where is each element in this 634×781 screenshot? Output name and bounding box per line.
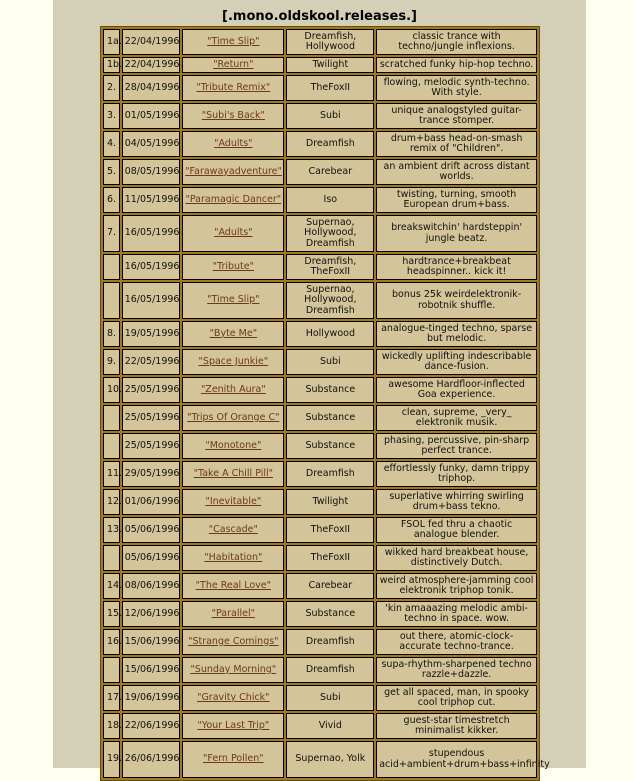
release-description-cell: [376, 461, 537, 487]
release-title-cell: [182, 321, 284, 347]
release-date: 19/06/1996: [124, 691, 180, 703]
release-title-link[interactable]: "Time Slip": [207, 35, 260, 47]
table-row: [103, 187, 537, 213]
release-title-link[interactable]: "Tribute Remix": [196, 81, 271, 93]
release-date-cell: [122, 349, 180, 375]
release-date: 16/05/1996: [124, 294, 180, 306]
release-artist: Hollywood: [305, 327, 355, 339]
release-description: wickedly uplifting indescribable dance-fusion.: [381, 350, 532, 372]
release-date: 26/06/1996: [124, 753, 180, 765]
release-artist: Dreamfish: [305, 137, 355, 149]
release-date: 05/06/1996: [124, 551, 180, 563]
release-artist: Supernao, Hollywood, Dreamfish: [304, 216, 357, 249]
release-date: 08/05/1996: [124, 165, 180, 177]
release-artist: Dreamfish, Hollywood: [304, 30, 357, 52]
release-title-link[interactable]: "Adults": [214, 227, 253, 239]
release-number: 10.: [107, 383, 123, 395]
release-number-cell: [103, 131, 120, 157]
release-description-cell: [376, 573, 537, 599]
release-artist: Twilight: [312, 58, 349, 70]
release-title-link[interactable]: "Fern Pollen": [203, 753, 264, 765]
release-artist: Dreamfish: [305, 663, 355, 675]
release-description: breakswitchin' hardsteppin' jungle beatz.: [391, 222, 523, 244]
release-number-cell: [103, 57, 123, 73]
release-date-cell: [122, 159, 180, 185]
release-description-cell: [376, 131, 537, 157]
release-artist: Dreamfish, TheFoxII: [304, 255, 357, 277]
release-description-cell: [376, 685, 537, 711]
table-row: [103, 433, 537, 459]
release-title-cell: [182, 405, 284, 431]
release-artist-cell: [286, 254, 374, 280]
table-row: [103, 517, 537, 543]
release-date: 16/05/1996: [124, 260, 180, 272]
table-row: [103, 713, 537, 739]
release-description: drum+bass head-on-smash remix of "Children".: [390, 132, 523, 154]
release-title-link[interactable]: "Inevitable": [205, 495, 262, 507]
release-number-cell: [103, 433, 120, 459]
release-description-cell: [376, 159, 537, 185]
table-row: [103, 545, 537, 571]
table-row: [103, 657, 537, 683]
table-row: [103, 29, 537, 55]
release-date-cell: [122, 57, 180, 73]
release-artist-cell: [286, 741, 374, 778]
release-artist: Carebear: [308, 579, 353, 591]
release-description-cell: [376, 321, 537, 347]
release-artist-cell: [286, 377, 374, 403]
table-row: [103, 282, 537, 319]
release-title-link[interactable]: "Trips Of Orange C": [187, 411, 280, 423]
release-title-link[interactable]: "The Real Love": [195, 579, 271, 591]
release-description-cell: [376, 57, 537, 73]
release-artist-cell: [286, 187, 374, 213]
release-artist-cell: [286, 282, 374, 319]
release-artist: Subi: [319, 691, 341, 703]
table-row: [103, 57, 537, 73]
release-title-link[interactable]: "Time Slip": [207, 294, 260, 306]
release-date: 25/05/1996: [124, 383, 180, 395]
release-artist-cell: [286, 573, 374, 599]
release-date-cell: [122, 629, 180, 655]
release-description: stupendous acid+ambient+drum+bass+infinity: [379, 748, 550, 770]
release-description-cell: [376, 349, 537, 375]
release-date-cell: [122, 545, 180, 571]
release-title-cell: [182, 657, 284, 683]
release-number: 1b.: [107, 58, 123, 70]
release-title-cell: [182, 433, 284, 459]
release-title-cell: [182, 254, 284, 280]
release-artist-cell: [286, 629, 374, 655]
table-row: [103, 629, 537, 655]
release-title-cell: [182, 601, 284, 627]
release-artist: Vivid: [318, 719, 342, 731]
release-description: out there, atomic-clock-accurate techno-trance.: [399, 630, 514, 652]
release-date: 01/05/1996: [124, 109, 180, 121]
release-description: phasing, percussive, pin-sharp perfect trance.: [383, 434, 530, 456]
release-number-cell: [103, 405, 120, 431]
table-row: [103, 377, 537, 403]
release-date: 29/05/1996: [124, 467, 180, 479]
release-description-cell: [376, 601, 537, 627]
release-title-cell: [182, 215, 284, 252]
release-date-cell: [122, 433, 180, 459]
release-date-cell: [122, 282, 180, 319]
release-date-cell: [122, 254, 180, 280]
release-number-cell: [103, 349, 120, 375]
release-number-cell: [103, 601, 123, 627]
release-artist: TheFoxII: [310, 551, 351, 563]
release-artist-cell: [286, 215, 374, 252]
release-artist-cell: [286, 461, 374, 487]
release-number-cell: [103, 377, 123, 403]
release-date: 05/06/1996: [124, 523, 180, 535]
release-description-cell: [376, 657, 537, 683]
release-title-link[interactable]: "Subi's Back": [201, 109, 265, 121]
release-artist: Subi: [319, 355, 341, 367]
release-number-cell: [103, 75, 120, 101]
release-artist: Supernao, Hollywood, Dreamfish: [304, 283, 357, 316]
release-date-cell: [122, 489, 180, 515]
release-date: 15/06/1996: [124, 635, 180, 647]
release-title-cell: [182, 282, 284, 319]
release-artist: Subi: [319, 109, 341, 121]
table-row: [103, 103, 537, 129]
release-date-cell: [122, 187, 180, 213]
release-number: 17.: [107, 691, 123, 703]
release-number-cell: [103, 187, 120, 213]
release-title-link[interactable]: "Paramagic Dancer": [185, 193, 282, 205]
release-title-link[interactable]: "Zenith Aura": [200, 383, 266, 395]
release-number-cell: [103, 321, 120, 347]
release-title-link[interactable]: "Take A Chill Pill": [193, 467, 274, 479]
release-number: 19.: [107, 753, 123, 765]
release-title-cell: [182, 349, 284, 375]
release-date: 16/05/1996: [124, 227, 180, 239]
release-description-cell: [376, 29, 537, 55]
release-number-cell: [103, 685, 123, 711]
releases-table-wrapper: [100, 26, 550, 781]
release-description: superlative whirring swirling drum+bass tekno.: [389, 490, 524, 512]
release-date: 11/05/1996: [124, 193, 180, 205]
release-title-cell: [182, 489, 284, 515]
release-date: 25/05/1996: [124, 439, 180, 451]
release-number-cell: [103, 657, 120, 683]
release-number: 14.: [107, 579, 123, 591]
release-date: 25/05/1996: [124, 411, 180, 423]
page-background: [53, 0, 586, 768]
release-date-cell: [122, 601, 180, 627]
release-number-cell: [103, 741, 123, 778]
release-description: bonus 25k weirdelektronik-robotnik shuffle.: [392, 289, 522, 311]
release-number: 8.: [107, 327, 117, 339]
release-title-cell: [182, 103, 284, 129]
release-description: classic trance with techno/jungle inflexions.: [398, 30, 515, 52]
release-date: 22/05/1996: [124, 355, 180, 367]
release-number: 1a.: [107, 35, 122, 47]
release-artist-cell: [286, 321, 374, 347]
release-title-link[interactable]: "Byte Me": [209, 327, 258, 339]
release-date: 15/06/1996: [124, 663, 180, 675]
release-description: effortlessly funky, damn trippy triphop.: [383, 462, 530, 484]
table-row: [103, 349, 537, 375]
release-number-cell: [103, 215, 120, 252]
table-row: [103, 75, 537, 101]
release-title-cell: [182, 131, 284, 157]
release-title-cell: [182, 573, 284, 599]
release-title-cell: [182, 685, 284, 711]
release-date-cell: [122, 131, 180, 157]
release-title-cell: [182, 741, 284, 778]
release-description-cell: [376, 75, 537, 101]
release-artist: Substance: [305, 439, 356, 451]
release-description-cell: [376, 282, 537, 319]
release-title-link[interactable]: "Sunday Morning": [190, 663, 277, 675]
table-row: [103, 405, 537, 431]
table-row: [103, 573, 537, 599]
table-row: [103, 489, 537, 515]
release-artist-cell: [286, 159, 374, 185]
release-description-cell: [376, 254, 537, 280]
release-title-link[interactable]: "Habitation": [204, 551, 263, 563]
release-artist: Substance: [305, 411, 356, 423]
release-number: 9.: [107, 355, 117, 367]
release-title-link[interactable]: "Parallel": [211, 607, 255, 619]
release-date-cell: [122, 685, 180, 711]
release-title-link[interactable]: "Return": [213, 58, 254, 70]
release-artist: Twilight: [312, 495, 349, 507]
release-description: unique analogstyled guitar-trance stomper.: [391, 104, 522, 126]
release-description: guest-star timestretch minimalist kikker.: [403, 714, 510, 736]
release-number-cell: [103, 489, 123, 515]
release-number-cell: [103, 103, 120, 129]
release-description-cell: [376, 187, 537, 213]
release-number-cell: [103, 573, 123, 599]
release-number: 11.: [107, 467, 123, 479]
release-title-link[interactable]: "Strange Comings": [188, 635, 279, 647]
release-title-cell: [182, 187, 284, 213]
release-description-cell: [376, 377, 537, 403]
table-row: [103, 254, 537, 280]
releases-table-body: [103, 29, 550, 778]
release-date: 22/04/1996: [124, 58, 180, 70]
release-title-cell: [182, 545, 284, 571]
table-row: [103, 159, 537, 185]
release-description-cell: [376, 215, 537, 252]
release-artist: Iso: [323, 193, 338, 205]
release-description: FSOL fed thru a chaotic analogue blender.: [400, 518, 513, 540]
release-number-cell: [103, 159, 120, 185]
release-date-cell: [122, 321, 180, 347]
release-date: 12/06/1996: [124, 607, 180, 619]
release-artist: TheFoxII: [310, 523, 351, 535]
release-number-cell: [103, 29, 120, 55]
release-title-cell: [182, 159, 284, 185]
release-description: hardtrance+breakbeat headspinner.. kick it!: [402, 255, 511, 277]
release-artist-cell: [286, 713, 374, 739]
release-title-link[interactable]: "Farawayadventure": [185, 165, 282, 177]
table-row: [103, 215, 537, 252]
release-number: 12.: [107, 495, 123, 507]
release-description-cell: [376, 433, 537, 459]
release-date: 28/04/1996: [124, 81, 180, 93]
release-number: 13.: [107, 523, 123, 535]
release-date-cell: [122, 461, 180, 487]
release-description: weird atmosphere-jamming cool elektronik triphop tonik.: [379, 574, 534, 596]
release-artist: TheFoxII: [310, 81, 351, 93]
release-date-cell: [122, 713, 180, 739]
release-number-cell: [103, 713, 123, 739]
release-title-cell: [182, 75, 284, 101]
table-row: [103, 741, 537, 778]
release-artist: Substance: [305, 383, 356, 395]
release-description-cell: [376, 103, 537, 129]
release-date: 19/05/1996: [124, 327, 180, 339]
release-artist-cell: [286, 131, 374, 157]
release-title-link[interactable]: "Tribute": [212, 260, 254, 272]
release-number: 2.: [107, 81, 117, 93]
release-description: 'kin amaaazing melodic ambi-techno in space. wow.: [385, 602, 528, 624]
release-description-cell: [376, 405, 537, 431]
release-title-cell: [182, 461, 284, 487]
release-date-cell: [122, 29, 180, 55]
release-date: 22/04/1996: [124, 35, 180, 47]
release-artist: Dreamfish: [305, 467, 355, 479]
release-description-cell: [376, 629, 537, 655]
release-description: wikked hard breakbeat house, distinctively Dutch.: [384, 546, 529, 568]
release-title-link[interactable]: "Space Junkie": [198, 355, 269, 367]
release-description-cell: [376, 545, 537, 571]
release-title-link[interactable]: "Your Last Trip": [197, 719, 270, 731]
release-artist-cell: [286, 75, 374, 101]
page-title: [.mono.oldskool.releases.]: [222, 9, 417, 24]
release-number-cell: [103, 629, 123, 655]
release-artist-cell: [286, 103, 374, 129]
release-number-cell: [103, 545, 120, 571]
release-artist: Substance: [305, 607, 356, 619]
release-artist-cell: [286, 405, 374, 431]
release-title-cell: [182, 57, 284, 73]
release-description-cell: [376, 741, 550, 778]
release-number: 15.: [107, 607, 123, 619]
releases-table: [100, 26, 550, 781]
release-date: 08/06/1996: [124, 579, 180, 591]
release-date: 04/05/1996: [124, 137, 180, 149]
release-date-cell: [122, 517, 180, 543]
release-artist-cell: [286, 489, 374, 515]
table-row: [103, 321, 537, 347]
release-title-link[interactable]: "Cascade": [208, 523, 258, 535]
release-number: 5.: [107, 165, 117, 177]
release-number: 4.: [107, 137, 117, 149]
release-description-cell: [376, 713, 537, 739]
release-artist-cell: [286, 57, 374, 73]
release-title-cell: [182, 517, 284, 543]
release-number-cell: [103, 517, 123, 543]
release-date-cell: [122, 75, 180, 101]
table-row: [103, 131, 537, 157]
release-number: 7.: [107, 227, 117, 239]
release-artist-cell: [286, 657, 374, 683]
table-row: [103, 685, 537, 711]
release-description: awesome Hardfloor-inflected Goa experience.: [388, 378, 525, 400]
release-description: an ambient drift across distant worlds.: [383, 160, 530, 182]
release-description: clean, supreme, _very_ elektronik musik.: [401, 406, 512, 428]
release-artist-cell: [286, 601, 374, 627]
release-number: 18.: [107, 719, 123, 731]
release-description: get all spaced, man, in spooky cool triphop cut.: [384, 686, 530, 708]
release-title-cell: [182, 29, 284, 55]
release-number-cell: [103, 461, 123, 487]
release-description: scratched funky hip-hop techno.: [379, 58, 534, 70]
release-number-cell: [103, 282, 120, 319]
release-number-cell: [103, 254, 120, 280]
release-artist-cell: [286, 433, 374, 459]
release-number: 6.: [107, 193, 117, 205]
release-date-cell: [122, 215, 180, 252]
release-number: 16.: [107, 635, 123, 647]
release-date: 22/06/1996: [124, 719, 180, 731]
release-artist-cell: [286, 545, 374, 571]
release-description: supa-rhythm-sharpened techno razzle+dazzle.: [381, 658, 532, 680]
release-title-link[interactable]: "Adults": [214, 137, 253, 149]
table-row: [103, 461, 537, 487]
release-title-link[interactable]: "Monotone": [205, 439, 262, 451]
release-description-cell: [376, 517, 537, 543]
release-number: 3.: [107, 109, 117, 121]
release-artist: Carebear: [308, 165, 353, 177]
release-artist-cell: [286, 685, 374, 711]
release-title-cell: [182, 377, 284, 403]
release-title-link[interactable]: "Gravity Chick": [197, 691, 270, 703]
release-description: flowing, melodic synth-techno. With style.: [383, 76, 530, 98]
table-row: [103, 601, 537, 627]
release-date-cell: [122, 657, 180, 683]
release-date: 01/06/1996: [124, 495, 180, 507]
release-date-cell: [122, 405, 180, 431]
release-title-cell: [182, 629, 284, 655]
release-description: twisting, turning, smooth European drum+bass.: [396, 188, 517, 210]
release-description: analogue-tinged techno, sparse but melodic.: [381, 322, 533, 344]
release-date-cell: [122, 377, 180, 403]
release-title-cell: [182, 713, 284, 739]
release-artist-cell: [286, 517, 374, 543]
release-artist: Supernao, Yolk: [295, 753, 366, 765]
release-date-cell: [122, 103, 180, 129]
release-artist: Dreamfish: [305, 635, 355, 647]
release-date-cell: [122, 741, 180, 778]
release-artist-cell: [286, 349, 374, 375]
release-description-cell: [376, 489, 537, 515]
release-date-cell: [122, 573, 180, 599]
release-artist-cell: [286, 29, 374, 55]
